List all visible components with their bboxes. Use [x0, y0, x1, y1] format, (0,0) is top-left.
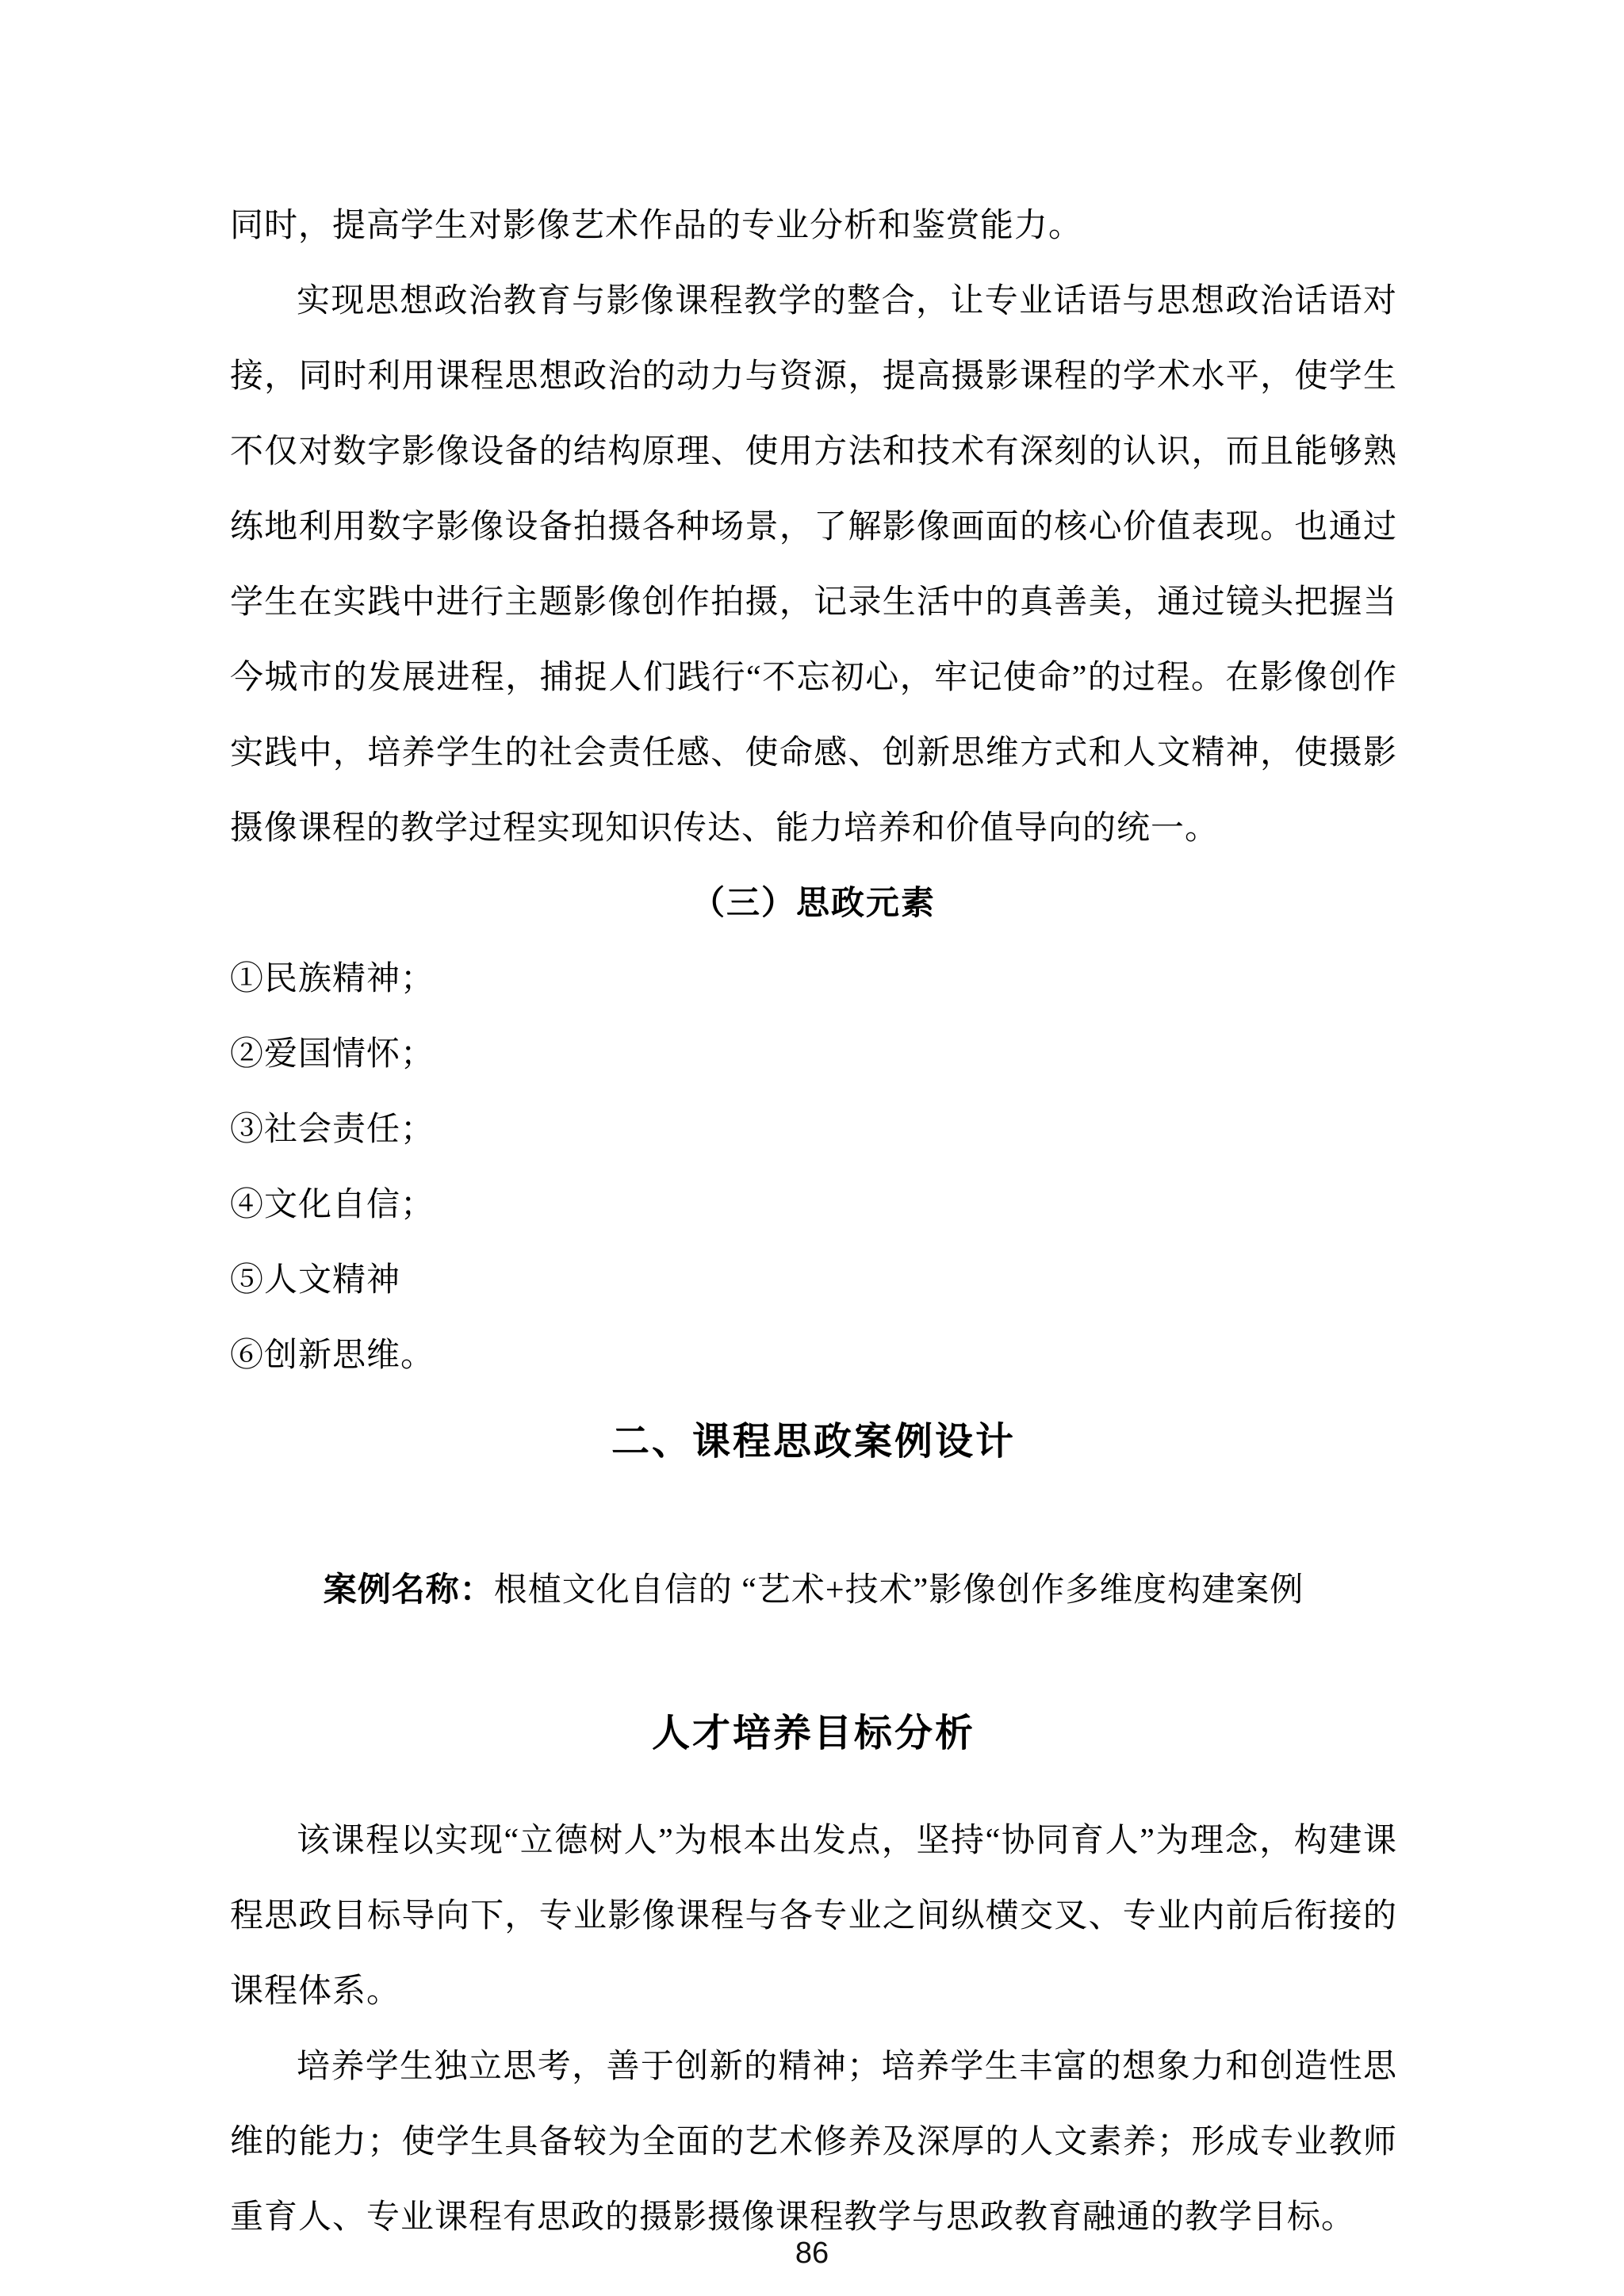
page-footer	[0, 2237, 1624, 2271]
list-item: ⑤人文精神	[230, 1262, 401, 1299]
sizheng-element-list	[230, 942, 1397, 1394]
page-number: 86	[795, 2237, 829, 2270]
section-heading-case-design: 二、课程思政案例设计	[611, 1421, 1016, 1463]
paragraph-integration: 实现思想政治教育与影像课程教学的整合，让专业话语与思想政治话语对接，同时利用课程思想政治的动力与资源，提高摄影课程的学术水平，使学生不仅对数字影像设备的结构原理、使用方法和技术有深刻的认识，而且能够熟练地利用数字影像设备拍摄各种场景，了解影像画面的核心价值表现。也通过学生在实践中进行主题影像创作拍摄，记录生活中的真善美，通过镜头把握当今城市的发展进程，捕捉人们践行“不忘初心，牢记使命”的过程。在影像创作实践中，培养学生的社会责任感、使命感、创新思维方式和人文精神，使摄影摄像课程的教学过程实现知识传达、能力培养和价值导向的统一。	[230, 283, 1397, 847]
paragraph-talent-goal-1: 该课程以实现“立德树人”为根本出发点，坚持“协同育人”为理念，构建课程思政目标导向下，专业影像课程与各专业之间纵横交叉、专业内前后衔接的课程体系。	[230, 1823, 1397, 2010]
section-heading-sizheng-elements: （三）思政元素	[691, 886, 936, 922]
paragraph-talent-goal-2: 培养学生独立思考，善于创新的精神；培养学生丰富的想象力和创造性思维的能力；使学生具备较为全面的艺术修养及深厚的人文素养；形成专业教师重育人、专业课程有思政的摄影摄像课程教学与思政教育融通的教学目标。	[230, 2049, 1397, 2236]
page-content	[230, 189, 1397, 2256]
list-item: ⑥创新思维。	[230, 1337, 435, 1374]
list-item: ②爱国情怀；	[230, 1036, 435, 1073]
case-name-label: 案例名称：	[323, 1572, 494, 1609]
section-heading-talent-goal-analysis: 人才培养目标分析	[651, 1712, 975, 1755]
list-item: ①民族精神；	[230, 961, 435, 997]
spacer	[230, 1775, 1397, 1804]
paragraph-intro-continuation: 同时，提高学生对影像艺术作品的专业分析和鉴赏能力。	[230, 208, 1083, 244]
case-name-line	[230, 1553, 1397, 1628]
list-item: ③社会责任；	[230, 1112, 435, 1148]
case-name-title: 根植文化自信的 “艺术+技术”影像创作多维度构建案例	[493, 1572, 1304, 1609]
list-item: ④文化自信；	[230, 1187, 435, 1223]
